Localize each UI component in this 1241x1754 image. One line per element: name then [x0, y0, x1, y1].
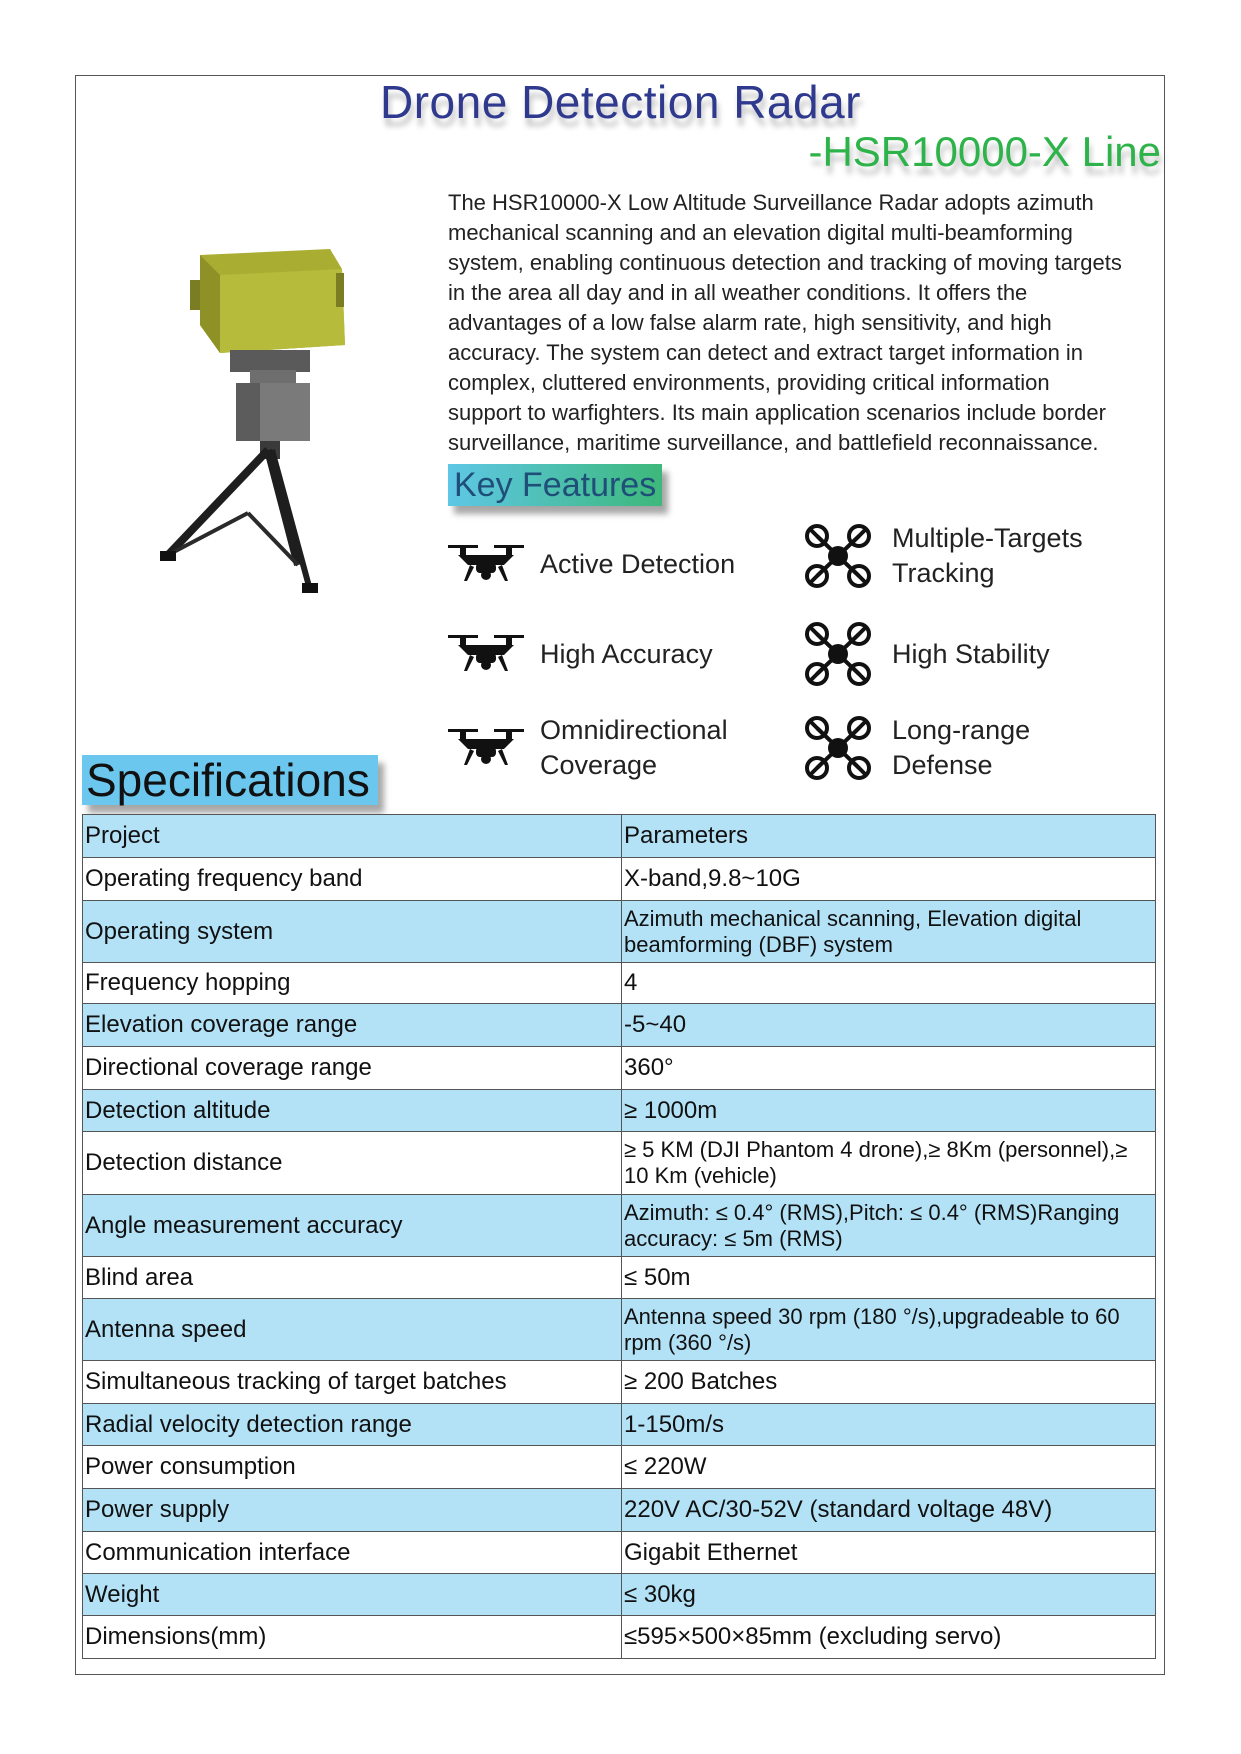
table-row: [83, 1195, 1156, 1257]
table-cell-name: Communication interface: [83, 1532, 622, 1574]
table-cell-name: Directional coverage range: [83, 1047, 622, 1090]
drone-side-icon: [448, 528, 524, 600]
feature-label: Active Detection: [540, 548, 736, 579]
feature-long-range-defense: [800, 712, 1040, 784]
quadcopter-icon: [800, 712, 876, 784]
table-row: [83, 963, 1156, 1004]
table-cell-name: Angle measurement accuracy: [83, 1195, 622, 1257]
table-cell-name: Operating system: [83, 901, 622, 963]
table-row: [83, 1047, 1156, 1090]
table-row: [83, 1532, 1156, 1574]
feature-label: Omnidirectional Coverage: [540, 715, 728, 780]
table-cell-name: Detection distance: [83, 1132, 622, 1195]
page-title: Drone Detection Radar: [380, 76, 861, 128]
quadcopter-icon: [800, 618, 876, 690]
specifications-table: [82, 814, 1156, 1659]
table-cell-value: ≥ 1000m: [622, 1090, 1156, 1132]
radar-product-image: [160, 245, 360, 595]
feature-label: Long-range Defense: [892, 715, 1031, 780]
specifications-heading: Specifications: [82, 755, 378, 805]
table-cell-name: Weight: [83, 1574, 622, 1616]
intro-paragraph: The HSR10000-X Low Altitude Surveillance Radar adopts azimuth mechanical scanning and an elevation digital multi-beamforming system, enabling continuous detection and tracking of moving targets in the area all day and in all weather conditions. It offers the advantages of a low false alarm rate, high sensitivity, and high accuracy. The system can detect and extract target information in complex, cluttered environments, providing critical information support to warfighters. Its main application scenarios include border surveillance, maritime surveillance, and battlefield reconnaissance.: [448, 190, 1122, 455]
table-header-row: [83, 815, 1156, 858]
table-row: [83, 1404, 1156, 1446]
table-cell-value: Antenna speed 30 rpm (180 °/s),upgradeable to 60 rpm (360 °/s): [622, 1299, 1156, 1361]
table-row: [83, 858, 1156, 901]
table-cell-name: Operating frequency band: [83, 858, 622, 901]
table-cell-value: 1-150m/s: [622, 1404, 1156, 1446]
table-cell-value: 360°: [622, 1047, 1156, 1090]
table-cell-value: ≤ 220W: [622, 1446, 1156, 1489]
table-cell-value: 4: [622, 963, 1156, 1004]
table-cell-name: Radial velocity detection range: [83, 1404, 622, 1446]
quadcopter-icon: [800, 520, 876, 592]
table-row: [83, 1489, 1156, 1532]
table-cell-value: 220V AC/30-52V (standard voltage 48V): [622, 1489, 1156, 1532]
table-row: [83, 1090, 1156, 1132]
table-cell-name: Frequency hopping: [83, 963, 622, 1004]
table-cell-value: Gigabit Ethernet: [622, 1532, 1156, 1574]
table-row: [83, 1299, 1156, 1361]
table-cell-name: Antenna speed: [83, 1299, 622, 1361]
feature-high-stability: [800, 618, 1050, 690]
table-cell-name: Power supply: [83, 1489, 622, 1532]
table-cell-name: Blind area: [83, 1257, 622, 1299]
drone-side-icon: [448, 618, 524, 690]
feature-high-accuracy: [448, 618, 713, 690]
table-row: [83, 1004, 1156, 1047]
table-cell-name: Power consumption: [83, 1446, 622, 1489]
table-cell-value: ≥ 5 KM (DJI Phantom 4 drone),≥ 8Km (personnel),≥ 10 Km (vehicle): [622, 1132, 1156, 1195]
page-subtitle: -HSR10000-X Line: [808, 128, 1161, 175]
table-row: [83, 1446, 1156, 1489]
feature-omnidirectional-coverage: [448, 712, 758, 784]
table-row: [83, 1361, 1156, 1404]
table-cell-value: Azimuth mechanical scanning, Elevation digital beamforming (DBF) system: [622, 901, 1156, 963]
table-cell-value: ≥ 200 Batches: [622, 1361, 1156, 1404]
feature-active-detection: [448, 528, 735, 600]
feature-label: Multiple-Targets Tracking: [892, 523, 1083, 588]
feature-multiple-targets-tracking: [800, 520, 1130, 592]
table-cell-value: Parameters: [622, 815, 1156, 858]
table-cell-value: ≤595×500×85mm (excluding servo): [622, 1616, 1156, 1659]
table-cell-value: ≤ 30kg: [622, 1574, 1156, 1616]
table-row: [83, 1616, 1156, 1659]
drone-side-icon: [448, 712, 524, 784]
table-cell-name: Project: [83, 815, 622, 858]
table-cell-name: Detection altitude: [83, 1090, 622, 1132]
table-cell-value: X-band,9.8~10G: [622, 858, 1156, 901]
table-row: [83, 1132, 1156, 1195]
table-row: [83, 901, 1156, 963]
table-cell-value: ≤ 50m: [622, 1257, 1156, 1299]
table-cell-name: Simultaneous tracking of target batches: [83, 1361, 622, 1404]
table-row: [83, 1574, 1156, 1616]
table-cell-name: Dimensions(mm): [83, 1616, 622, 1659]
table-row: [83, 1257, 1156, 1299]
table-cell-value: Azimuth: ≤ 0.4° (RMS),Pitch: ≤ 0.4° (RMS)Ranging accuracy: ≤ 5m (RMS): [622, 1195, 1156, 1257]
feature-label: High Stability: [892, 638, 1050, 669]
table-cell-value: -5~40: [622, 1004, 1156, 1047]
feature-label: High Accuracy: [540, 638, 713, 669]
key-features-heading: Key Features: [448, 464, 662, 506]
table-cell-name: Elevation coverage range: [83, 1004, 622, 1047]
